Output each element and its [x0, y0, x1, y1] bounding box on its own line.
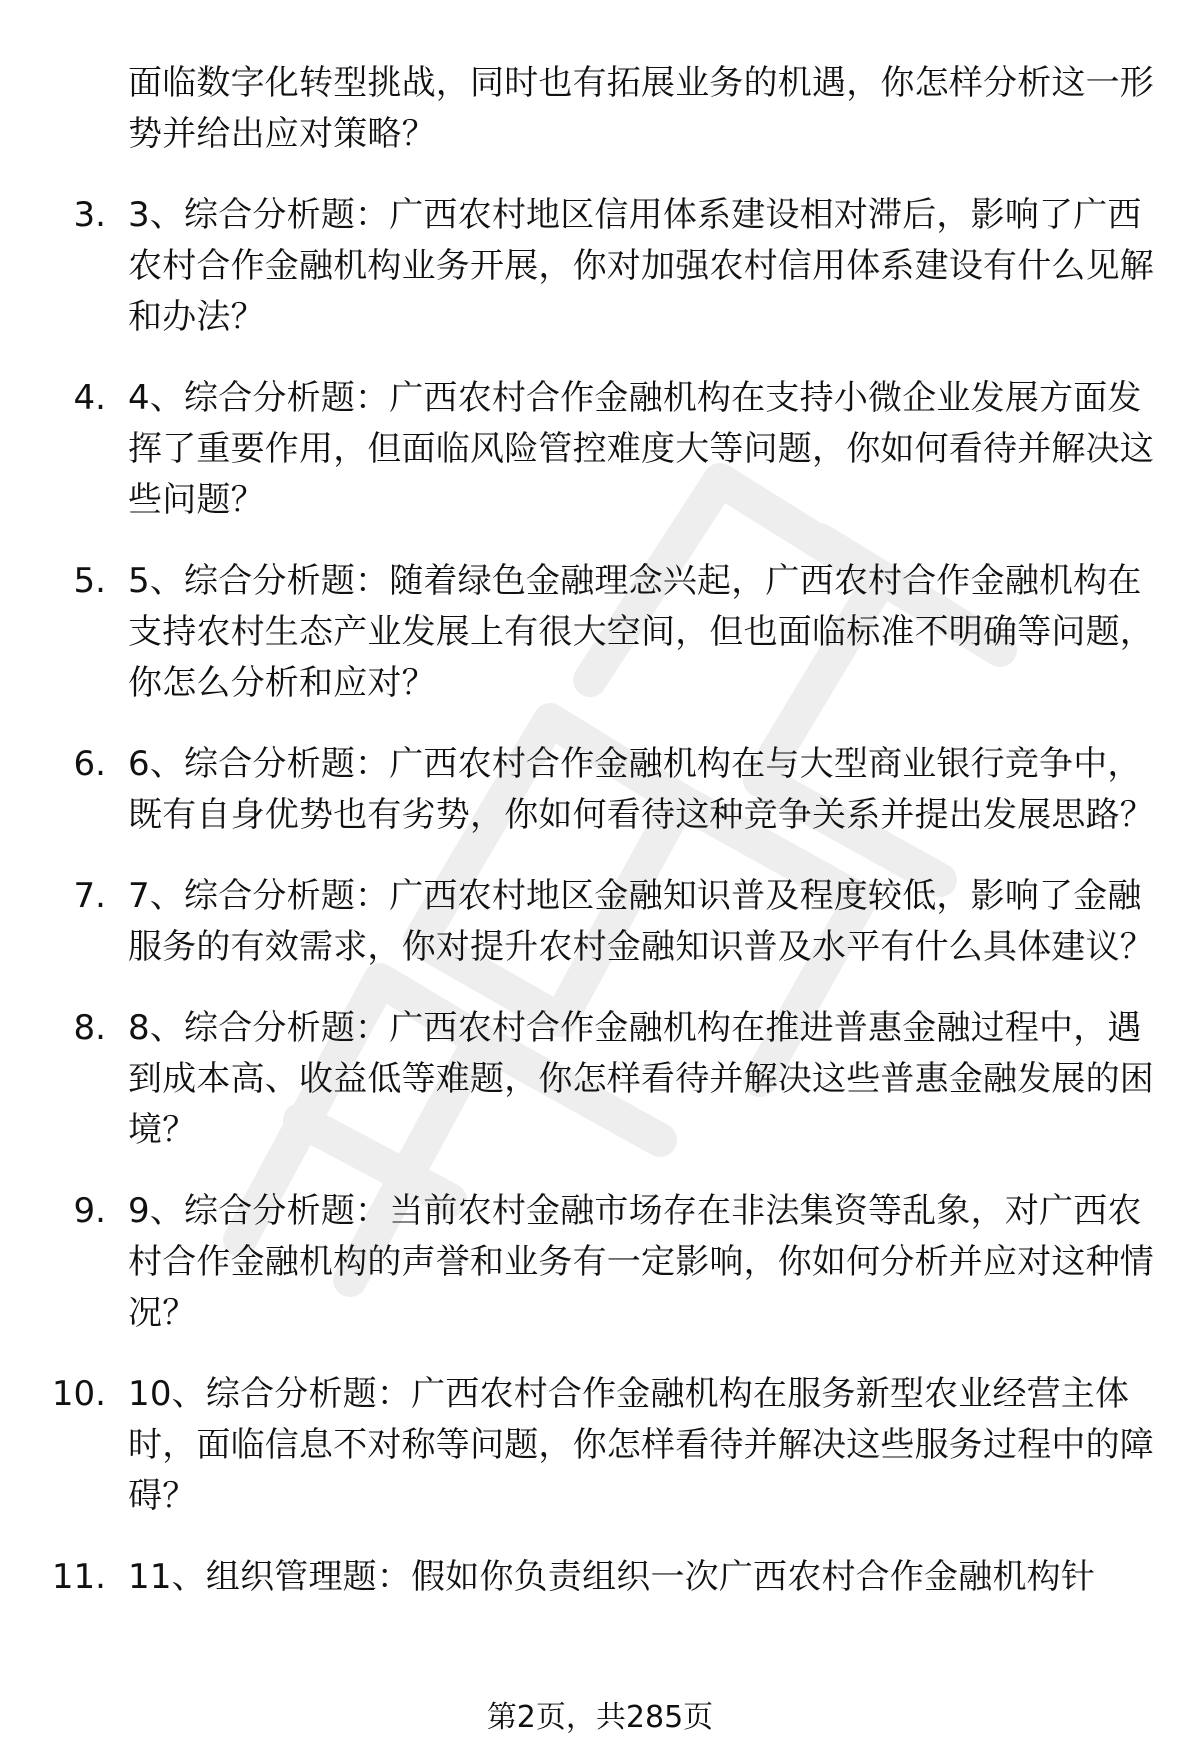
list-item: [0, 1003, 1200, 1156]
question-number: 5.: [73, 561, 106, 601]
question-number: 8.: [73, 1008, 106, 1048]
question-number: 3.: [73, 195, 106, 235]
question-number: 9.: [73, 1191, 106, 1231]
question-text: 11、组织管理题：假如你负责组织一次广西农村合作金融机构针: [128, 1557, 1096, 1597]
list-item: [0, 373, 1200, 526]
question-number: 7.: [73, 876, 106, 916]
list-item: [0, 871, 1200, 973]
document-body: [0, 58, 1200, 1603]
question-text: 4、综合分析题：广西农村合作金融机构在支持小微企业发展方面发挥了重要作用，但面临风险管控难度大等问题，你如何看待并解决这些问题？: [128, 378, 1154, 520]
question-number: 11.: [51, 1557, 106, 1597]
question-text: 6、综合分析题：广西农村合作金融机构在与大型商业银行竞争中，既有自身优势也有劣势，你如何看待这种竞争关系并提出发展思路？: [128, 744, 1154, 835]
question-text: 8、综合分析题：广西农村合作金融机构在推进普惠金融过程中，遇到成本高、收益低等难题，你怎样看待并解决这些普惠金融发展的困境？: [128, 1008, 1154, 1150]
question-text: 7、综合分析题：广西农村地区金融知识普及程度较低，影响了金融服务的有效需求，你对提升农村金融知识普及水平有什么具体建议？: [128, 876, 1154, 967]
list-item: [0, 1369, 1200, 1522]
question-text: 9、综合分析题：当前农村金融市场存在非法集资等乱象，对广西农村合作金融机构的声誉和业务有一定影响，你如何分析并应对这种情况？: [128, 1191, 1154, 1333]
question-number: 4.: [73, 378, 106, 418]
question-number: 6.: [73, 744, 106, 784]
page-footer: 第2页，共285页: [486, 1700, 714, 1735]
continued-question-text: 面临数字化转型挑战，同时也有拓展业务的机遇，你怎样分析这一形势并给出应对策略？: [128, 63, 1154, 154]
list-item: [0, 1186, 1200, 1339]
list-item: [0, 190, 1200, 343]
question-text: 5、综合分析题：随着绿色金融理念兴起，广西农村合作金融机构在支持农村生态产业发展上有很大空间，但也面临标准不明确等问题，你怎么分析和应对？: [128, 561, 1154, 703]
list-item: [0, 739, 1200, 841]
question-text: 10、综合分析题：广西农村合作金融机构在服务新型农业经营主体时，面临信息不对称等问题，你怎样看待并解决这些服务过程中的障碍？: [128, 1374, 1154, 1516]
list-item: [0, 556, 1200, 709]
list-item: [0, 1552, 1200, 1603]
question-number: 10.: [51, 1374, 106, 1414]
question-list: [0, 190, 1200, 1603]
question-text: 3、综合分析题：广西农村地区信用体系建设相对滞后，影响了广西农村合作金融机构业务开展，你对加强农村信用体系建设有什么见解和办法？: [128, 195, 1154, 337]
